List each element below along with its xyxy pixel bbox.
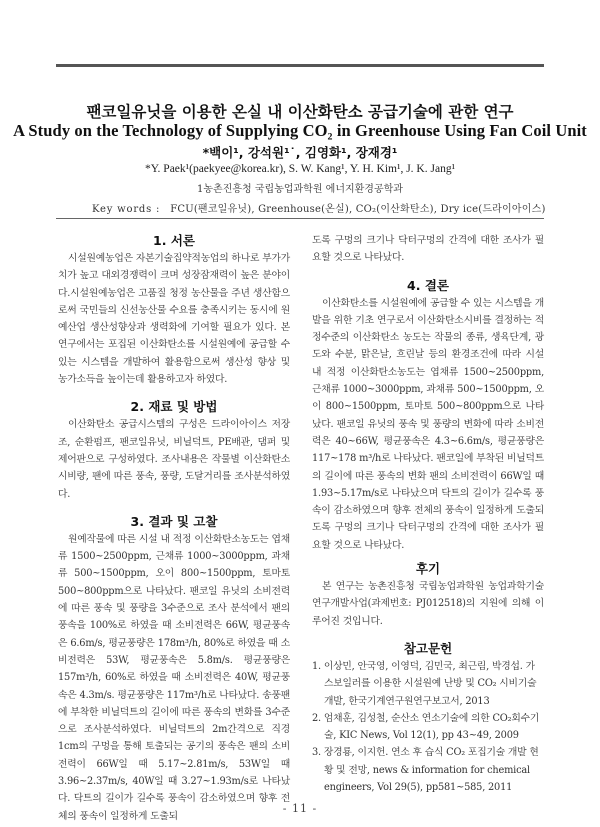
header-divider bbox=[56, 218, 544, 219]
right-column bbox=[312, 232, 544, 796]
page-number: - 11 - bbox=[282, 802, 318, 815]
left-column bbox=[58, 232, 290, 825]
references-heading: 참고문헌 bbox=[403, 640, 453, 656]
results-continued-text: 도록 구멍의 크기나 닥터구멍의 간격에 대한 조사가 필요할 것으로 나타났다. bbox=[312, 235, 544, 264]
keywords-label: Key words : bbox=[92, 204, 161, 215]
top-rule bbox=[56, 64, 544, 67]
intro-text: 시설원예농업은 자본기술집약적농업의 하나로 부가가치가 높고 대외경쟁력이 크며 성장잠재력이 높은 분야이다.시설원예농업은 고품질 청정 농산물을 주년 생산함으로써 국민들의 신선농산물 수요를 충족시키는 동시에 원예산업 생산성향상과 생력화에 기여할 필요가 있다. 본 연구에서는 포집된 이산화탄소를 시설원예에 공급할 수 있는 시스템을 개발하여 활용함으로써 생산성 향상 및 농가소득을 높이는데 활용하고자 하였다. bbox=[58, 253, 290, 386]
results-heading: 3. 결과 및 고찰 bbox=[130, 513, 218, 529]
conclusion-text: 이산화탄소를 시설원예에 공급할 수 있는 시스템을 개발을 위한 기초 연구로서 이산화탄소시비를 결정하는 적정수준의 이산화탄소 농도는 작물의 종류, 생육단계, 광도와 수분, 맑은날, 흐린날 등의 환경조건에 따라 시설 내 적정 이산화탄소농도는 엽채류 1500~2500ppm, 근채류 1000~3000ppm, 과채류 500~1500ppm, 오이 800~1500ppm, 토마토 500~800ppm으로 나타났다. 팬코일 유닛의 풍속 및 풍량의 변화에 따라 소비전력은 40~66W, 평균풍속은 4.3~6.6m/s, 평균풍량은 117~178 m³/h로 나타났다. 팬코일에 부착된 비닐덕트의 길이에 따른 풍속의 변화 팬의 소비전력이 66W일 때 1.93~5.17m/s로 나타났으며 닥트의 길이가 길수록 풍속이 감소하였으며 향후 전체의 풍속이 일정하게 도출되도록 구멍의 크기나 닥터구멍의 간격에 대한 조사가 필요할 것으로 나타났다. bbox=[312, 297, 544, 551]
references-list bbox=[312, 658, 544, 796]
authors-english: *Y. Paek¹(paekyee@korea.kr), S. W. Kang¹, Y. H. Kim¹, J. K. Jang¹ bbox=[144, 163, 456, 175]
acknowledgment-text: 본 연구는 농촌진흥청 국립농업과학원 농업과학기술 연구개발사업(과제번호: PJ012518)의 지원에 의해 이루어진 것입니다. bbox=[312, 581, 544, 627]
reference-item: 1. 이상민, 안국영, 이영덕, 김민국, 최근림, 박경섭. 가스보일러를 이용한 시설원예 난방 및 CO₂ 시비기술 개발, 한국기계연구원연구보고서, 2013 bbox=[312, 660, 537, 707]
intro-heading: 1. 서론 bbox=[153, 233, 195, 248]
conclusion-heading: 4. 결론 bbox=[407, 277, 449, 293]
keywords-line bbox=[92, 200, 562, 215]
acknowledgment-heading: 후기 bbox=[415, 561, 441, 577]
affiliation: 1농촌진흥청 국립농업과학원 에너지환경공학과 bbox=[197, 184, 403, 195]
reference-item: 3. 장경룡, 이지헌. 연소 후 습식 CO₂ 포집기술 개발 현황 및 전망, news & information for chemical engineers, Vol 29(5), pp581~585, 2011 bbox=[312, 747, 539, 794]
title-korean: 팬코일유닛을 이용한 온실 내 이산화탄소 공급기술에 관한 연구 bbox=[86, 103, 514, 121]
keywords-text: FCU(팬코일유닛), Greenhouse(온실), CO₂(이산화탄소), Dry ice(드라이아이스) bbox=[170, 204, 546, 215]
methods-heading: 2. 재료 및 방법 bbox=[130, 399, 218, 415]
title-english: A Study on the Technology of Supplying CO₂ in Greenhouse Using Fan Coil Unit bbox=[13, 121, 587, 140]
reference-item: 2. 엄채훈, 김성철, 순산소 연소기술에 의한 CO₂회수기술, KIC News, Vol 12(1), pp 43~49, 2009 bbox=[312, 712, 540, 742]
authors-korean: *백이¹, 강석원¹˙, 김영화¹, 장재경¹ bbox=[202, 145, 398, 160]
methods-text: 이산화탄소 공급시스템의 구성은 드라이아이스 저장조, 순환펌프, 팬코일유닛, 비닐덕트, PE배관, 댐퍼 및 제어판으로 구성하였다. 조사내용은 작물별 이산화탄소시비량, 팬에 따른 풍속, 풍량, 도달거리를 조사분석하였다. bbox=[58, 419, 290, 500]
results-text: 원예작물에 따른 시설 내 적정 이산화탄소농도는 엽채류 1500~2500ppm, 근채류 1000~3000ppm, 과채류 500~1500ppm, 오이 800~1500ppm, 토마토 500~800ppm으로 나타났다. 팬코일 유닛의 소비전력에 따른 풍속 및 풍량을 3수준으로 조사 분석에서 팬의 풍속을 100%로 하였을 때 소비전력은 66W, 평균풍속은 6.6m/s, 평균풍량은 178m³/h, 80%로 하였을 때 소비전력은 53W, 평균풍속은 5.8m/s. 평균풍량은 157m³/h, 60%로 하였을 때 소비전력은 40W, 평균풍속은 4.3m/s. 평균풍량은 117m³/h로 나타났다. 송풍팬에 부착한 비닐덕트의 길이에 따른 풍속의 변화를 3수준으로 조사분석하였다. 비닐덕트의 2m간격으로 직경1cm의 구멍을 통해 토출되는 공기의 풍속은 팬의 소비전력이 66W일 때 5.17~2.81m/s, 53W일 때 3.96~2.37m/s, 40W일 때 3.27~1.93m/s로 나타났다. 닥트의 길이가 길수록 풍속이 감소하였으며 향후 전체의 풍속이 일정하게 도출되 bbox=[58, 533, 290, 822]
